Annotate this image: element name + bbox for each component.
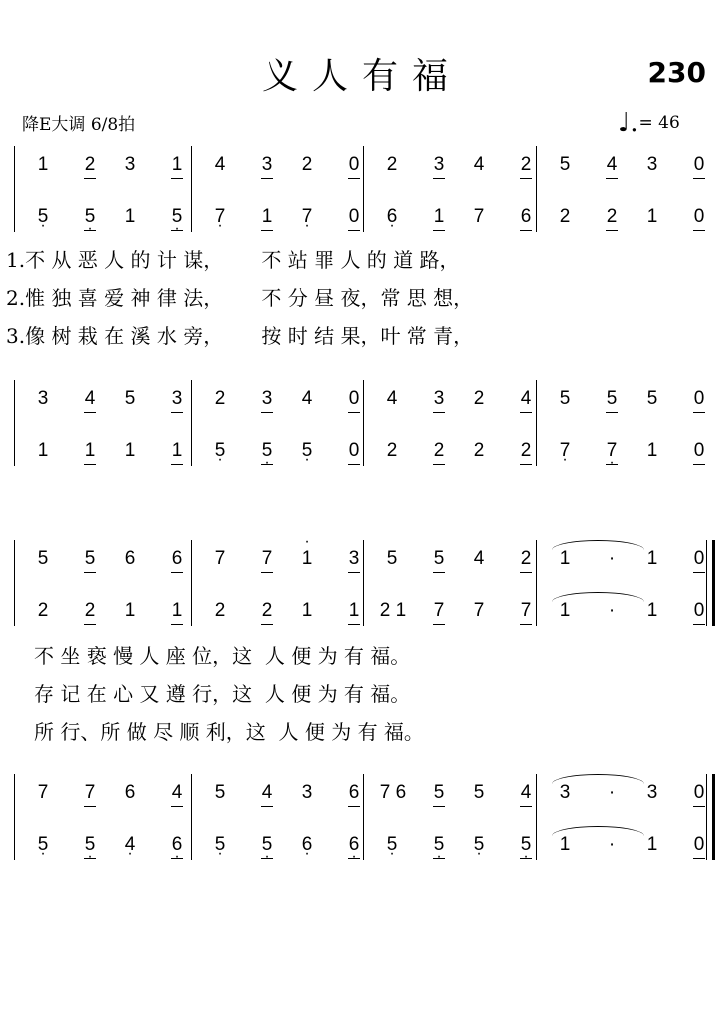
note: 1 — [646, 600, 658, 621]
note: 1 — [166, 600, 188, 622]
note: 4 — [515, 388, 537, 410]
note: 5 — [559, 154, 571, 175]
note: 0 — [343, 440, 365, 462]
note: 6 — [515, 206, 537, 228]
note: 1 — [37, 154, 49, 175]
note: 1 — [124, 600, 136, 621]
note: · 5 — [79, 206, 101, 228]
note: 1 — [559, 548, 571, 569]
note: 2 — [601, 206, 623, 228]
note: 0 — [688, 154, 710, 176]
note: 3 — [166, 388, 188, 410]
note: 4 — [166, 782, 188, 804]
note: 3 — [37, 388, 49, 409]
note: 3 — [428, 154, 450, 176]
note: 4 — [473, 154, 485, 175]
note: 4 — [386, 388, 398, 409]
note: 5 — [386, 548, 398, 569]
note: · 6 — [381, 206, 403, 228]
note: · 5 — [515, 834, 537, 856]
note: 0 — [688, 388, 710, 410]
note: 2 — [473, 388, 485, 409]
note: 2 — [515, 548, 537, 570]
note: 4 — [515, 782, 537, 804]
note: · 7 — [296, 206, 318, 228]
note: 7 6 — [379, 782, 407, 803]
note: 1 — [428, 206, 450, 228]
note: 2 — [386, 440, 398, 461]
note: 2 — [473, 440, 485, 461]
note: 0 — [343, 154, 365, 176]
note: 1 — [646, 206, 658, 227]
note: 0 — [343, 388, 365, 410]
lyric-line: 不 坐 亵 慢 人 座 位，这 人 便 为 有 福。 — [34, 644, 411, 668]
note: 6 — [124, 782, 136, 803]
note: · 1 — [296, 548, 318, 570]
bar-line — [191, 380, 192, 466]
note: 7 — [79, 782, 101, 804]
note: 0 — [688, 206, 710, 228]
note: 6 — [343, 782, 365, 804]
lyric-line: 1.不 从 恶 人 的 计 谋， 不 站 罪 人 的 道 路， — [6, 248, 460, 272]
note: 3 — [646, 782, 658, 803]
note: · 5 — [428, 834, 450, 856]
bar-line — [14, 540, 15, 626]
note: 7 — [428, 600, 450, 622]
note: 2 — [428, 440, 450, 462]
note: 1 — [79, 440, 101, 462]
bar-line — [14, 146, 15, 232]
note: 0 — [343, 206, 365, 228]
note: 3 — [428, 388, 450, 410]
note: · 5 — [166, 206, 188, 228]
song-title: 义人有福 — [261, 56, 462, 97]
note: 0 — [688, 440, 710, 462]
bar-line — [14, 774, 15, 860]
note: 1 — [343, 600, 365, 622]
note: 1 — [646, 834, 658, 855]
note: 2 — [515, 154, 537, 176]
note: · 5 — [79, 834, 101, 856]
note: 1 — [166, 440, 188, 462]
note: 2 — [515, 440, 537, 462]
note: · 7 — [601, 440, 623, 462]
note: 2 1 — [379, 600, 407, 621]
bar-line — [191, 146, 192, 232]
note: 4 — [301, 388, 313, 409]
tie-arc — [552, 540, 644, 550]
note: 5 — [428, 782, 450, 804]
note: · 5 — [32, 834, 54, 856]
note: 2 — [37, 600, 49, 621]
note: 7 — [473, 206, 485, 227]
note: 1 — [646, 548, 658, 569]
note: 1 — [646, 440, 658, 461]
note: · 4 — [119, 834, 141, 856]
note: 1 — [124, 206, 136, 227]
note: 3 — [124, 154, 136, 175]
note: · — [608, 600, 616, 621]
tempo-marking — [618, 108, 680, 138]
note: 1 — [124, 440, 136, 461]
note: 4 — [473, 548, 485, 569]
note: 0 — [688, 782, 710, 804]
note: 2 — [559, 206, 571, 227]
key-signature: 降E大调 6/8拍 — [22, 115, 136, 135]
note: · 5 — [296, 440, 318, 462]
note: · — [608, 834, 616, 855]
lyric-line: 存 记 在 心 又 遵 行，这 人 便 为 有 福。 — [34, 682, 411, 706]
lyric-line: 3.像 树 栽 在 溪 水 旁， 按 时 结 果，叶 常 青， — [6, 324, 474, 348]
note: 6 — [124, 548, 136, 569]
note: 7 — [214, 548, 226, 569]
note: 2 — [79, 154, 101, 176]
note: 7 — [256, 548, 278, 570]
note: · 7 — [554, 440, 576, 462]
tie-arc — [552, 774, 644, 784]
note: 5 — [473, 782, 485, 803]
note: 5 — [428, 548, 450, 570]
note: · 5 — [468, 834, 490, 856]
bar-line — [14, 380, 15, 466]
note: 7 — [37, 782, 49, 803]
note: 5 — [37, 548, 49, 569]
tie-arc — [552, 826, 644, 836]
note: 3 — [301, 782, 313, 803]
lyric-line: 2.惟 独 喜 爱 神 律 法， 不 分 昼 夜，常 思 想， — [6, 286, 474, 310]
note: · 5 — [381, 834, 403, 856]
bar-line — [191, 774, 192, 860]
note: 4 — [79, 388, 101, 410]
note: 0 — [688, 834, 710, 856]
note: 5 — [124, 388, 136, 409]
note: · 5 — [209, 440, 231, 462]
note: · 6 — [343, 834, 365, 856]
note: 5 — [79, 548, 101, 570]
note: · 5 — [256, 834, 278, 856]
note: 2 — [256, 600, 278, 622]
note: 5 — [559, 388, 571, 409]
note: · — [608, 548, 616, 569]
note: 3 — [343, 548, 365, 570]
note: 3 — [256, 388, 278, 410]
note: 2 — [301, 154, 313, 175]
note: 5 — [601, 388, 623, 410]
note: 4 — [601, 154, 623, 176]
final-bar-line — [712, 774, 715, 860]
note: 7 — [473, 600, 485, 621]
hymn-number: 230 — [647, 56, 706, 89]
note: 6 — [166, 548, 188, 570]
note: 1 — [256, 206, 278, 228]
note: · 5 — [256, 440, 278, 462]
note: 3 — [646, 154, 658, 175]
note: 4 — [214, 154, 226, 175]
note: 5 — [214, 782, 226, 803]
note: · 5 — [209, 834, 231, 856]
note: · 5 — [32, 206, 54, 228]
note: · 6 — [166, 834, 188, 856]
note: 1 — [301, 600, 313, 621]
note: 3 — [559, 782, 571, 803]
note: 2 — [214, 600, 226, 621]
bar-line — [191, 540, 192, 626]
note: 2 — [79, 600, 101, 622]
note: 1 — [559, 600, 571, 621]
note: · 6 — [296, 834, 318, 856]
note: · 7 — [209, 206, 231, 228]
note: 2 — [386, 154, 398, 175]
note: 3 — [256, 154, 278, 176]
note: 4 — [256, 782, 278, 804]
note: 5 — [646, 388, 658, 409]
note: · — [608, 782, 616, 803]
note: 0 — [688, 600, 710, 622]
note: 1 — [37, 440, 49, 461]
note: 1 — [166, 154, 188, 176]
final-bar-line — [712, 540, 715, 626]
dotted-quarter-note-icon: ♩. — [618, 108, 639, 138]
note: 7 — [515, 600, 537, 622]
note: 1 — [559, 834, 571, 855]
tempo-value: = 46 — [638, 113, 680, 133]
tie-arc — [552, 592, 644, 602]
note: 2 — [214, 388, 226, 409]
lyric-line: 所 行、所 做 尽 顺 利，这 人 便 为 有 福。 — [34, 720, 424, 744]
note: 0 — [688, 548, 710, 570]
